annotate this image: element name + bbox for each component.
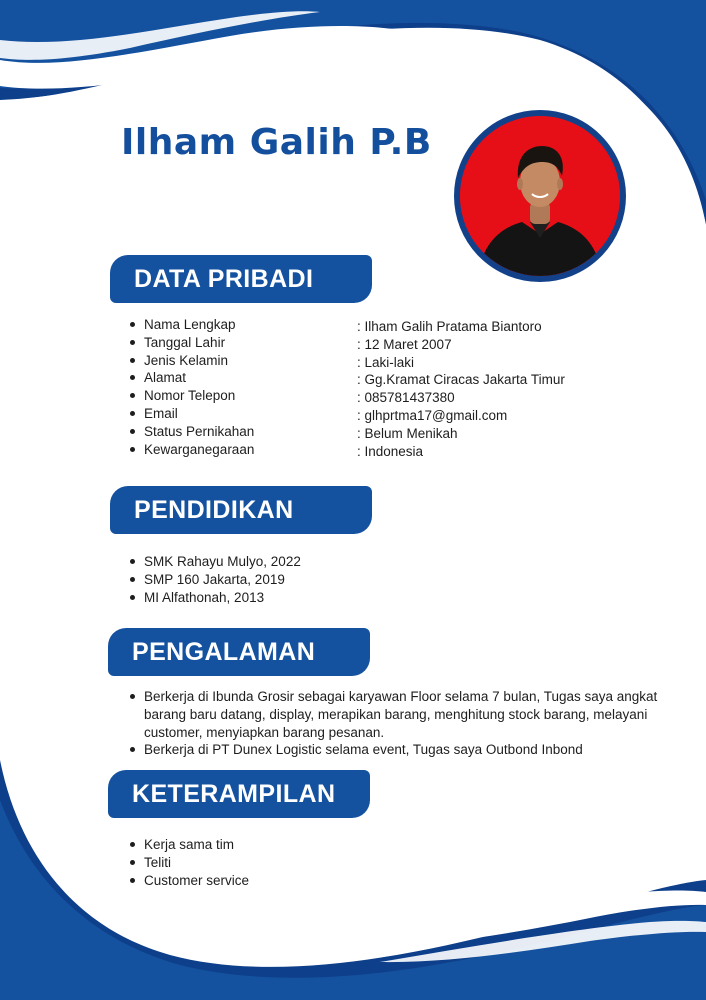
experience-list	[124, 688, 664, 759]
list-item: MI Alfathonah, 2013	[124, 589, 301, 607]
section-header-personal: DATA PRIBADI	[110, 255, 372, 303]
education-list	[124, 553, 301, 606]
list-item: Teliti	[124, 854, 249, 872]
section-header-experience: PENGALAMAN	[108, 628, 370, 676]
list-item: SMK Rahayu Mulyo, 2022	[124, 553, 301, 571]
personal-value: : Laki-laki	[357, 354, 565, 372]
personal-value: : 12 Maret 2007	[357, 336, 565, 354]
person-icon	[460, 116, 620, 276]
personal-value: : glhprtma17@gmail.com	[357, 407, 565, 425]
personal-value: : Gg.Kramat Ciracas Jakarta Timur	[357, 371, 565, 389]
personal-label: Jenis Kelamin	[124, 352, 254, 370]
personal-label: Nama Lengkap	[124, 316, 254, 334]
profile-photo	[454, 110, 626, 282]
personal-value: : 085781437380	[357, 389, 565, 407]
page-title: Ilham Galih P.B	[121, 122, 432, 163]
personal-values	[357, 318, 565, 460]
personal-label: Status Pernikahan	[124, 423, 254, 441]
personal-label: Nomor Telepon	[124, 387, 254, 405]
personal-labels	[124, 316, 254, 458]
section-header-skills: KETERAMPILAN	[108, 770, 370, 818]
personal-label: Tanggal Lahir	[124, 334, 254, 352]
personal-value: : Ilham Galih Pratama Biantoro	[357, 318, 565, 336]
list-item: Customer service	[124, 872, 249, 890]
personal-label: Email	[124, 405, 254, 423]
skills-list	[124, 836, 249, 889]
list-item: Berkerja di PT Dunex Logistic selama event, Tugas saya Outbond Inbond	[124, 741, 664, 759]
list-item: Berkerja di Ibunda Grosir sebagai karyawan Floor selama 7 bulan, Tugas saya angkat barang baru datang, display, merapikan barang, menghitung stock barang, melayani customer, menyiapkan barang pesanan.	[124, 688, 664, 741]
list-item: Kerja sama tim	[124, 836, 249, 854]
personal-value: : Belum Menikah	[357, 425, 565, 443]
personal-label: Kewarganegaraan	[124, 441, 254, 459]
personal-value: : Indonesia	[357, 443, 565, 461]
section-header-education: PENDIDIKAN	[110, 486, 372, 534]
personal-label: Alamat	[124, 369, 254, 387]
list-item: SMP 160 Jakarta, 2019	[124, 571, 301, 589]
